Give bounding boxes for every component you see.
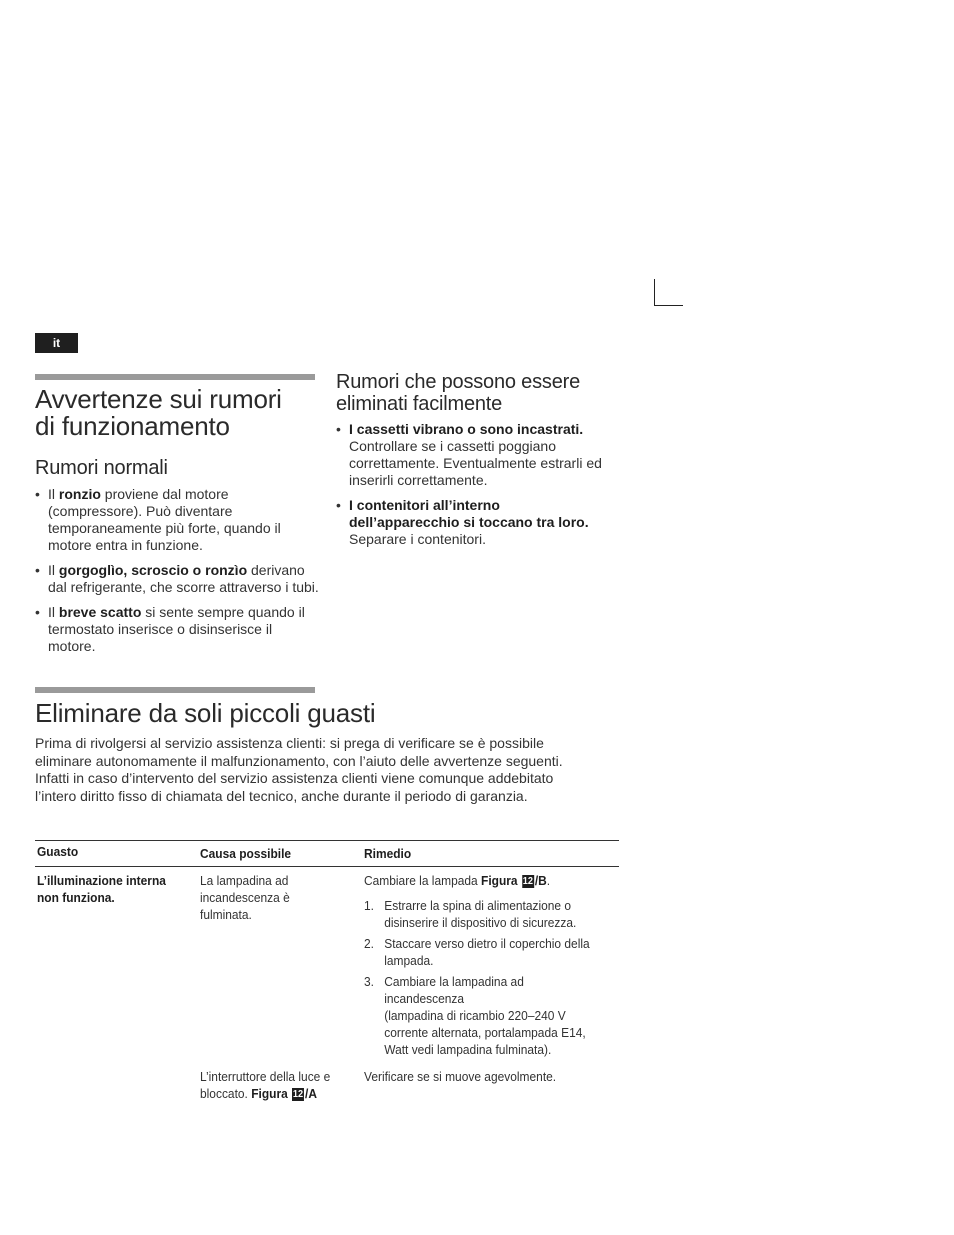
cause-cell: L’interruttore della luce e bloccato. Figura 12 /A [200, 1069, 331, 1101]
normal-noise-heading: Rumori normali [35, 457, 168, 479]
header-cause: Causa possibile [200, 846, 292, 861]
removable-noise-list [336, 421, 616, 556]
language-badge: it [35, 333, 78, 353]
fault-cell: L’illuminazione interna non funziona. [37, 873, 166, 905]
list-item: • Il gorgoglìo, scroscio o ronzìo derivano dal refrigerante, che scorre attraverso i tubi. [35, 562, 320, 596]
normal-noise-list [35, 486, 320, 663]
list-item: • Il breve scatto si sente sempre quando il termostato inserisce o disinserisce il motore. [35, 604, 320, 655]
list-item: 3. Cambiare la lampadina ad incandescenza (lampadina di ricambio 220–240 V corrente alternata, portalampada E14, Watt vedi lampadina fulminata). [364, 974, 586, 1057]
header-remedy: Rimedio [364, 846, 412, 861]
list-item: 1. Estrarre la spina di alimentazione o disinserire il dispositivo di sicurezza. [364, 898, 577, 930]
remedy-cell: Verificare se si muove agevolmente. [364, 1069, 557, 1084]
noise-title-line1: Avvertenze sui rumori [35, 384, 282, 414]
table-header-rule [35, 866, 619, 867]
section-rule [35, 687, 315, 693]
list-item: • Il ronzio proviene dal motore (compressore). Può diventare temporaneamente più forte, quando il motore entra in funzione. [35, 486, 320, 554]
remedy-steps [364, 897, 590, 1058]
table-top-rule [35, 840, 619, 841]
crop-mark [654, 279, 683, 306]
figure-12-icon: 12 [292, 1089, 304, 1100]
header-fault: Guasto [37, 844, 79, 859]
faults-intro: Prima di rivolgersi al servizio assistenza clienti: si prega di verificare se è possibile eliminare autonomamente il malfunzionamento, con l’aiuto delle avvertenze seguenti. Infatti in caso d’intervento del servizio assistenza clienti viene comunque addebitato l’intero diritto fisso di chiamata del tecnico, anche durante il periodo di garanzia. [35, 735, 563, 804]
removable-noise-heading: Rumori che possono essere eliminati facilmente [336, 371, 581, 415]
cause-cell: La lampadina ad incandescenza è fulminata. [200, 873, 290, 922]
list-item: 2. Staccare verso dietro il coperchio della lampada. [364, 936, 590, 968]
figure-12-icon: 12 [522, 876, 533, 887]
list-item: • I contenitori all’interno dell’apparecchio si toccano tra loro. Separare i contenitori. [336, 497, 616, 548]
list-item: • I cassetti vibrano o sono incastrati. Controllare se i cassetti poggiano correttamente. Eventualmente estrarli ed inserirli correttamente. [336, 421, 616, 489]
remedy-cell: Cambiare la lampada Figura 12 /B. 1. Estrarre la spina di alimentazione o disinserire il dispositivo di sicurezza. 2. Staccare verso dietro il coperchio della lampada. 3. Cambiare la lampadina ad incandescenza (lampadina di ricambio 220–240 V corrente alternata, portalampada E14, Watt vedi lampadina fulminata). [364, 873, 590, 1057]
section-rule [35, 374, 315, 380]
noise-title [35, 386, 325, 440]
faults-title: Eliminare da soli piccoli guasti [35, 698, 376, 728]
noise-title-line2: di funzionamento [35, 411, 230, 441]
